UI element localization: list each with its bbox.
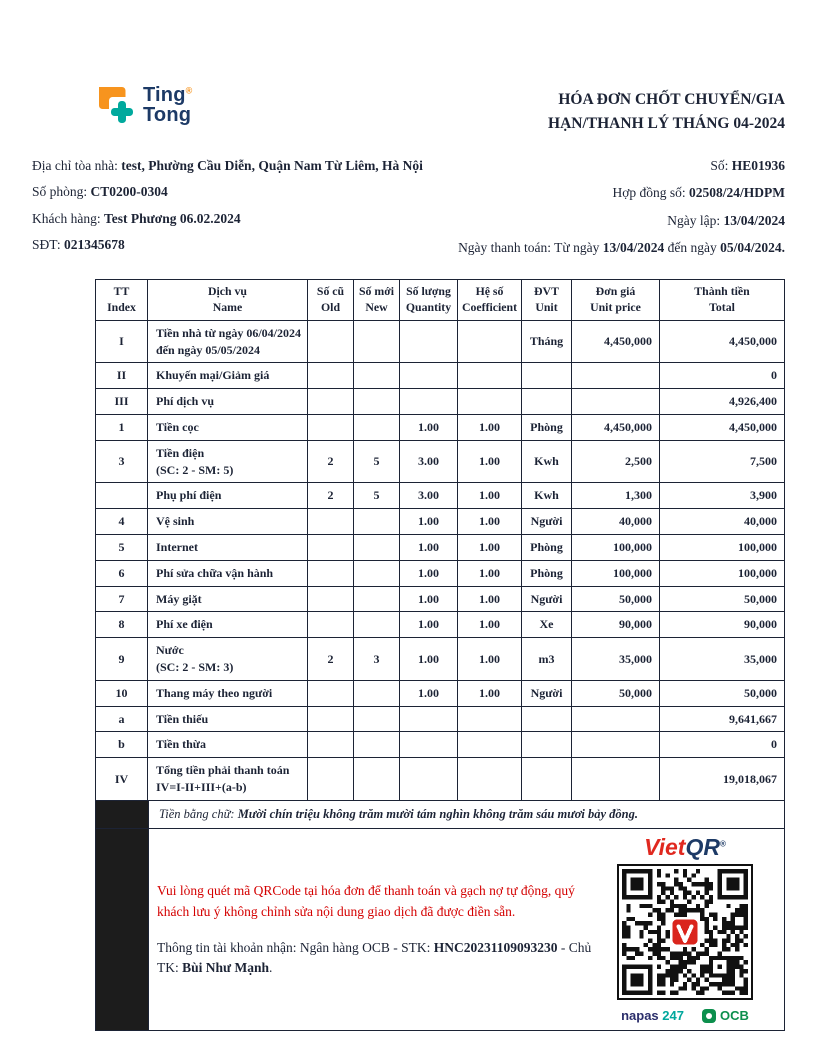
- cell-new: [354, 320, 400, 363]
- cell-unit: Kwh: [522, 483, 572, 509]
- info-line-left: Khách hàng: Test Phương 06.02.2024: [32, 210, 241, 226]
- cell-price: 100,000: [572, 560, 660, 586]
- cell-unit: [522, 389, 572, 415]
- cell-name: Tiền điện (SC: 2 - SM: 5): [148, 440, 308, 483]
- cell-total: 4,926,400: [660, 389, 785, 415]
- cell-old: [308, 680, 354, 706]
- cell-qty: [400, 758, 458, 801]
- cell-new: [354, 560, 400, 586]
- cell-unit: [522, 758, 572, 801]
- cell-price: [572, 732, 660, 758]
- amount-in-words-cell: [149, 801, 784, 829]
- service-row: [96, 320, 785, 363]
- cell-new: [354, 732, 400, 758]
- ocb-logo-icon: [702, 1009, 716, 1023]
- column-header: TT Index: [96, 280, 148, 321]
- cell-new: [354, 535, 400, 561]
- service-row: [96, 535, 785, 561]
- service-row: [96, 586, 785, 612]
- service-row: [96, 638, 785, 681]
- cell-old: [308, 320, 354, 363]
- cell-price: [572, 706, 660, 732]
- logo-word2: Tong: [143, 104, 192, 126]
- payment-instructions: [157, 881, 592, 978]
- cell-new: [354, 706, 400, 732]
- cell-price: 1,300: [572, 483, 660, 509]
- cell-qty: [400, 732, 458, 758]
- amount-in-words-label: Tiền bằng chữ:: [159, 806, 238, 821]
- cell-qty: [400, 706, 458, 732]
- cell-tt: 8: [96, 612, 148, 638]
- cell-coef: 1.00: [458, 638, 522, 681]
- cell-tt: 5: [96, 535, 148, 561]
- cell-tt: 6: [96, 560, 148, 586]
- invoice-title-line2: HẠN/THANH LÝ THÁNG 04-2024: [548, 115, 785, 133]
- column-header: Số cũ Old: [308, 280, 354, 321]
- cell-price: 4,450,000: [572, 320, 660, 363]
- cell-tt: b: [96, 732, 148, 758]
- tingtong-wordmark: [143, 85, 193, 126]
- service-row: [96, 483, 785, 509]
- table-header-row: [96, 280, 785, 321]
- cell-qty: [400, 363, 458, 389]
- cell-tt: [96, 483, 148, 509]
- cell-old: [308, 758, 354, 801]
- cell-total: 50,000: [660, 586, 785, 612]
- cell-coef: 1.00: [458, 612, 522, 638]
- cell-coef: 1.00: [458, 586, 522, 612]
- cell-qty: [400, 389, 458, 415]
- invoice-title: [548, 84, 785, 136]
- cell-total: 100,000: [660, 535, 785, 561]
- info-line-right: Ngày lập: 13/04/2024: [667, 212, 785, 228]
- service-row: [96, 560, 785, 586]
- cell-name: Tổng tiền phải thanh toán IV=I-II+III+(a-b): [148, 758, 308, 801]
- column-header: ĐVT Unit: [522, 280, 572, 321]
- cell-price: 50,000: [572, 680, 660, 706]
- cell-total: 0: [660, 363, 785, 389]
- cell-price: [572, 389, 660, 415]
- cell-unit: Phòng: [522, 415, 572, 441]
- amount-in-words-row: [95, 801, 785, 830]
- cell-total: 90,000: [660, 612, 785, 638]
- cell-unit: Tháng: [522, 320, 572, 363]
- cell-new: [354, 586, 400, 612]
- cell-total: 19,018,067: [660, 758, 785, 801]
- cell-qty: 1.00: [400, 535, 458, 561]
- cell-unit: [522, 363, 572, 389]
- napas-logo-247: 247: [662, 1008, 684, 1024]
- service-row: [96, 680, 785, 706]
- cell-new: 5: [354, 483, 400, 509]
- cell-coef: 1.00: [458, 680, 522, 706]
- cell-total: 4,450,000: [660, 415, 785, 441]
- cell-total: 0: [660, 732, 785, 758]
- info-line-left: Địa chỉ tòa nhà: test, Phường Cầu Diễn, Quận Nam Từ Liêm, Hà Nội: [32, 158, 423, 174]
- info-left-column: [32, 156, 434, 265]
- cell-coef: [458, 389, 522, 415]
- cell-price: 100,000: [572, 535, 660, 561]
- cell-new: [354, 389, 400, 415]
- cell-coef: [458, 320, 522, 363]
- info-line-right: Số: HE01936: [710, 158, 785, 174]
- column-header: Hệ số Coefficient: [458, 280, 522, 321]
- cell-qty: 1.00: [400, 680, 458, 706]
- cell-name: Phí dịch vụ: [148, 389, 308, 415]
- cell-old: 2: [308, 440, 354, 483]
- cell-price: [572, 758, 660, 801]
- cell-unit: Xe: [522, 612, 572, 638]
- cell-name: Internet: [148, 535, 308, 561]
- qr-section-left-strip: [96, 829, 149, 1030]
- vietqr-logo-viet: Viet: [644, 834, 686, 861]
- cell-qty: [400, 320, 458, 363]
- cell-tt: IV: [96, 758, 148, 801]
- cell-name: Tiền thiếu: [148, 706, 308, 732]
- cell-name: Phí sửa chữa vận hành: [148, 560, 308, 586]
- info-line-right: Hợp đồng số: 02508/24/HDPM: [612, 185, 785, 201]
- cell-tt: 7: [96, 586, 148, 612]
- cell-price: 90,000: [572, 612, 660, 638]
- service-row: [96, 612, 785, 638]
- vietqr-logo: [644, 836, 726, 859]
- cell-new: [354, 612, 400, 638]
- amount-in-words-value: Mười chín triệu không trăm mười tám nghìn không trăm sáu mươi bảy đồng.: [237, 806, 639, 821]
- cell-total: 3,900: [660, 483, 785, 509]
- cell-old: [308, 535, 354, 561]
- cell-tt: 10: [96, 680, 148, 706]
- cell-old: [308, 612, 354, 638]
- ocb-logo-label: OCB: [720, 1008, 749, 1024]
- ocb-logo: [702, 1008, 749, 1023]
- cell-name: Khuyến mại/Giảm giá: [148, 363, 308, 389]
- qr-code: [622, 869, 748, 995]
- service-row: [96, 389, 785, 415]
- cell-new: [354, 509, 400, 535]
- cell-unit: m3: [522, 638, 572, 681]
- cell-unit: [522, 732, 572, 758]
- cell-tt: 1: [96, 415, 148, 441]
- service-row: [96, 706, 785, 732]
- cell-coef: 1.00: [458, 560, 522, 586]
- napas-logo: [621, 1008, 684, 1023]
- cell-unit: Phòng: [522, 535, 572, 561]
- cell-new: [354, 758, 400, 801]
- logo-word1: Ting: [143, 83, 186, 106]
- cell-qty: 3.00: [400, 440, 458, 483]
- cell-total: 4,450,000: [660, 320, 785, 363]
- cell-total: 9,641,667: [660, 706, 785, 732]
- cell-price: 35,000: [572, 638, 660, 681]
- cell-qty: 1.00: [400, 509, 458, 535]
- cell-new: 3: [354, 638, 400, 681]
- invoice-header: [32, 84, 785, 136]
- cell-old: [308, 389, 354, 415]
- cell-coef: 1.00: [458, 440, 522, 483]
- cell-unit: Người: [522, 509, 572, 535]
- info-line-right: Ngày thanh toán: Từ ngày 13/04/2024 đến ngày 05/04/2024.: [458, 239, 785, 255]
- cell-total: 7,500: [660, 440, 785, 483]
- cell-qty: 1.00: [400, 586, 458, 612]
- cell-price: 4,450,000: [572, 415, 660, 441]
- cell-unit: [522, 706, 572, 732]
- qr-warning-text: Vui lòng quét mã QRCode tại hóa đơn để thanh toán và gạch nợ tự động, quý khách lưu ý không chỉnh sửa nội dung giao dịch đã được điền sẵn.: [157, 883, 575, 919]
- column-header: Số lượng Quantity: [400, 280, 458, 321]
- cell-tt: I: [96, 320, 148, 363]
- cell-old: [308, 586, 354, 612]
- invoice-title-line1: HÓA ĐƠN CHỐT CHUYỂN/GIA: [558, 91, 785, 108]
- cell-new: [354, 363, 400, 389]
- info-right-column: [458, 156, 785, 265]
- cell-tt: 4: [96, 509, 148, 535]
- napas-logo-name: napas: [621, 1008, 659, 1024]
- cell-coef: 1.00: [458, 483, 522, 509]
- info-line-left: SĐT: 021345678: [32, 236, 125, 252]
- service-row: [96, 509, 785, 535]
- invoice-table: [95, 279, 785, 801]
- cell-new: [354, 415, 400, 441]
- cell-new: [354, 680, 400, 706]
- registered-mark-icon: ®: [185, 84, 193, 95]
- cell-price: 50,000: [572, 586, 660, 612]
- cell-old: [308, 732, 354, 758]
- cell-qty: 1.00: [400, 638, 458, 681]
- qr-code-frame: [617, 864, 753, 1000]
- cell-name: Tiền cọc: [148, 415, 308, 441]
- cell-qty: 1.00: [400, 560, 458, 586]
- cell-tt: 3: [96, 440, 148, 483]
- service-row: [96, 415, 785, 441]
- payment-qr-section: [95, 829, 785, 1031]
- cell-tt: a: [96, 706, 148, 732]
- qr-section-main: [149, 829, 784, 1030]
- cell-name: Phụ phí điện: [148, 483, 308, 509]
- bank-logos-row: [621, 1008, 749, 1023]
- cell-old: [308, 560, 354, 586]
- cell-old: 2: [308, 638, 354, 681]
- cell-price: 40,000: [572, 509, 660, 535]
- cell-old: [308, 363, 354, 389]
- cell-qty: 1.00: [400, 415, 458, 441]
- cell-qty: 3.00: [400, 483, 458, 509]
- cell-old: [308, 415, 354, 441]
- vietqr-logo-qr: QR: [685, 834, 720, 861]
- cell-tt: III: [96, 389, 148, 415]
- cell-name: Nước (SC: 2 - SM: 3): [148, 638, 308, 681]
- vietqr-registered-icon: ®: [719, 839, 726, 849]
- service-row: [96, 440, 785, 483]
- cell-name: Phí xe điện: [148, 612, 308, 638]
- cell-total: 35,000: [660, 638, 785, 681]
- cell-old: [308, 509, 354, 535]
- column-header: Dịch vụ Name: [148, 280, 308, 321]
- column-header: Thành tiền Total: [660, 280, 785, 321]
- cell-tt: 9: [96, 638, 148, 681]
- cell-total: 50,000: [660, 680, 785, 706]
- cell-coef: [458, 732, 522, 758]
- cell-coef: 1.00: [458, 509, 522, 535]
- cell-tt: II: [96, 363, 148, 389]
- cell-name: Tiền nhà từ ngày 06/04/2024 đến ngày 05/05/2024: [148, 320, 308, 363]
- cell-name: Thang máy theo người: [148, 680, 308, 706]
- tingtong-logo-icon: [96, 84, 136, 126]
- cell-coef: 1.00: [458, 415, 522, 441]
- cell-old: 2: [308, 483, 354, 509]
- cell-price: 2,500: [572, 440, 660, 483]
- cell-coef: [458, 706, 522, 732]
- column-header: Số mới New: [354, 280, 400, 321]
- cell-name: Tiền thừa: [148, 732, 308, 758]
- cell-old: [308, 706, 354, 732]
- tingtong-logo: [96, 84, 193, 126]
- cell-coef: [458, 363, 522, 389]
- cell-total: 100,000: [660, 560, 785, 586]
- column-header: Đơn giá Unit price: [572, 280, 660, 321]
- account-info-text: Thông tin tài khoản nhận: Ngân hàng OCB - STK: HNC20231109093230 - Chủ TK: Bùi Như Mạnh.: [157, 939, 592, 976]
- service-row: [96, 732, 785, 758]
- service-row: [96, 363, 785, 389]
- cell-total: 40,000: [660, 509, 785, 535]
- cell-qty: 1.00: [400, 612, 458, 638]
- cell-coef: 1.00: [458, 535, 522, 561]
- info-line-left: Số phòng: CT0200-0304: [32, 184, 168, 200]
- qr-column: [600, 836, 770, 1023]
- cell-coef: [458, 758, 522, 801]
- cell-unit: Phòng: [522, 560, 572, 586]
- words-row-left-strip: [96, 801, 149, 829]
- service-row: [96, 758, 785, 801]
- cell-unit: Người: [522, 680, 572, 706]
- cell-name: Vệ sinh: [148, 509, 308, 535]
- cell-name: Máy giặt: [148, 586, 308, 612]
- cell-unit: Người: [522, 586, 572, 612]
- cell-new: 5: [354, 440, 400, 483]
- cell-unit: Kwh: [522, 440, 572, 483]
- cell-price: [572, 363, 660, 389]
- invoice-info: [32, 156, 785, 265]
